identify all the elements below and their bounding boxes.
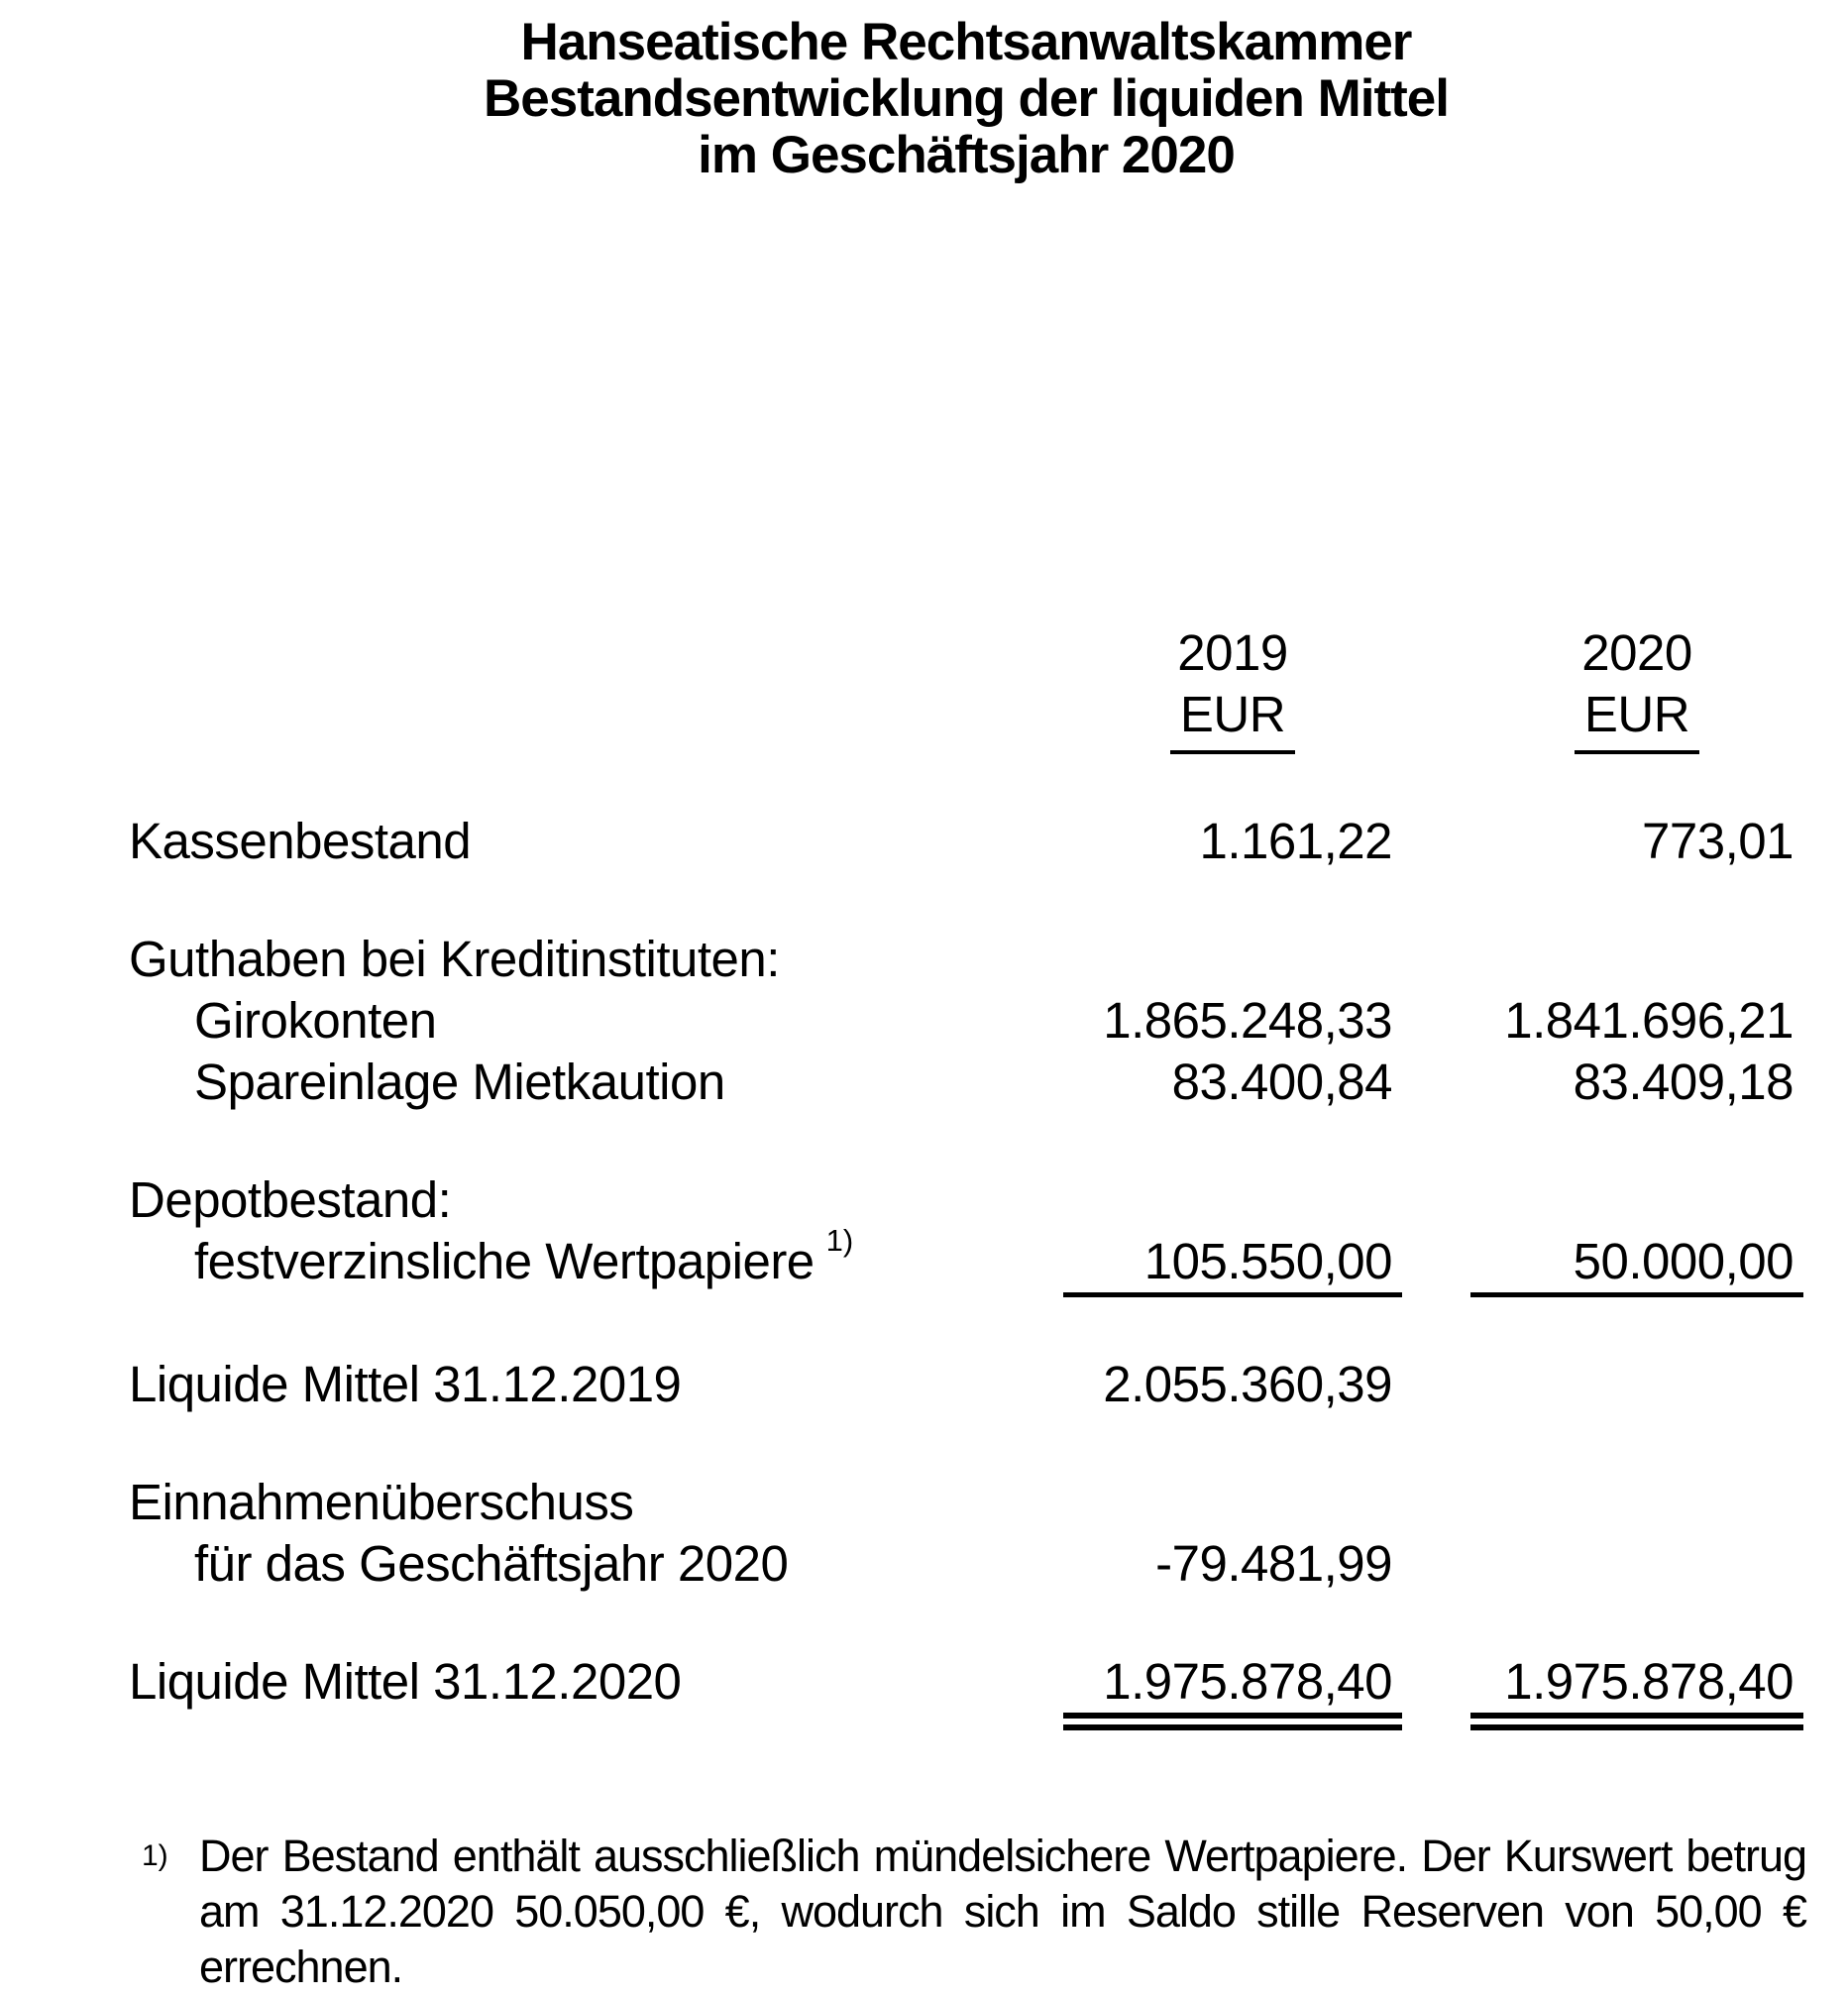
value-2020: 1.975.878,40 [1470, 1651, 1803, 1730]
row-label [129, 1223, 1063, 1292]
value-2019: -79.481,99 [1155, 1535, 1392, 1592]
row-spacer [129, 1113, 1803, 1169]
document-title [129, 14, 1803, 183]
row-spacer [129, 754, 1803, 811]
row-label: Spareinlage Mietkaution [194, 1054, 725, 1110]
row-girokonten [129, 990, 1803, 1052]
eur-2019-label: EUR [1170, 684, 1295, 754]
row-liquide-mittel-2019 [129, 1354, 1803, 1415]
column-header-row [129, 622, 1803, 754]
row-label: Guthaben bei Kreditinstituten: [129, 931, 780, 987]
value-2019: 83.400,84 [1171, 1054, 1392, 1110]
value-2020: 83.409,18 [1573, 1054, 1794, 1110]
title-line-1: Hanseatische Rechtsanwaltskammer [520, 13, 1412, 71]
row-festverzinsliche-wertpapiere [129, 1223, 1803, 1297]
row-label: Depotbestand: [129, 1171, 452, 1228]
row-label: Einnahmenüberschuss [129, 1474, 634, 1530]
year-2020-label: 2020 [1581, 624, 1692, 681]
row-label: Girokonten [194, 992, 437, 1049]
title-line-2: Bestandsentwicklung der liquiden Mittel [483, 69, 1449, 128]
row-label: Kassenbestand [129, 813, 472, 869]
footnote-reference: 1) [825, 1223, 854, 1258]
liquid-funds-table [129, 622, 1803, 1730]
year-2019-label: 2019 [1177, 624, 1288, 681]
value-2019: 105.550,00 [1063, 1231, 1402, 1297]
row-label: Liquide Mittel 31.12.2019 [129, 1356, 682, 1412]
row-kassenbestand [129, 811, 1803, 872]
row-spacer [129, 872, 1803, 929]
row-depotbestand-heading [129, 1169, 1803, 1231]
value-2019: 2.055.360,39 [1103, 1356, 1392, 1412]
row-spacer [129, 1595, 1803, 1651]
value-2019: 1.975.878,40 [1063, 1651, 1402, 1730]
footnote-text: Der Bestand enthält ausschließlich mündelsichere Wertpapiere. Der Kurswert betrug am 31.12.2020 50.050,00 €, wodurch sich im Saldo stille Reserven von 50,00 € errechnen. [199, 1831, 1806, 1992]
eur-2020-label: EUR [1575, 684, 1699, 754]
row-spacer [129, 1415, 1803, 1472]
row-label-text: festverzinsliche Wertpapiere [194, 1233, 815, 1289]
footnote-marker: 1) [142, 1839, 168, 1872]
value-2019: 1.161,22 [1199, 813, 1392, 869]
row-label: für das Geschäftsjahr 2020 [194, 1535, 789, 1592]
row-label: Liquide Mittel 31.12.2020 [129, 1653, 682, 1710]
value-2019: 1.865.248,33 [1103, 992, 1392, 1049]
row-einnahmenueberschuss-heading [129, 1472, 1803, 1533]
row-liquide-mittel-2020 [129, 1651, 1803, 1730]
footnote [142, 1829, 1806, 1995]
value-2020: 50.000,00 [1470, 1231, 1803, 1297]
column-header-2020 [1470, 622, 1803, 754]
row-spareinlage-mietkaution [129, 1052, 1803, 1113]
row-guthaben-heading [129, 929, 1803, 990]
row-spacer [129, 1297, 1803, 1354]
value-2020: 1.841.696,21 [1504, 992, 1794, 1049]
row-geschaeftsjahr-2020 [129, 1533, 1803, 1595]
column-header-2019 [1063, 622, 1402, 754]
title-line-3: im Geschäftsjahr 2020 [698, 126, 1235, 184]
value-2020: 773,01 [1642, 813, 1794, 869]
